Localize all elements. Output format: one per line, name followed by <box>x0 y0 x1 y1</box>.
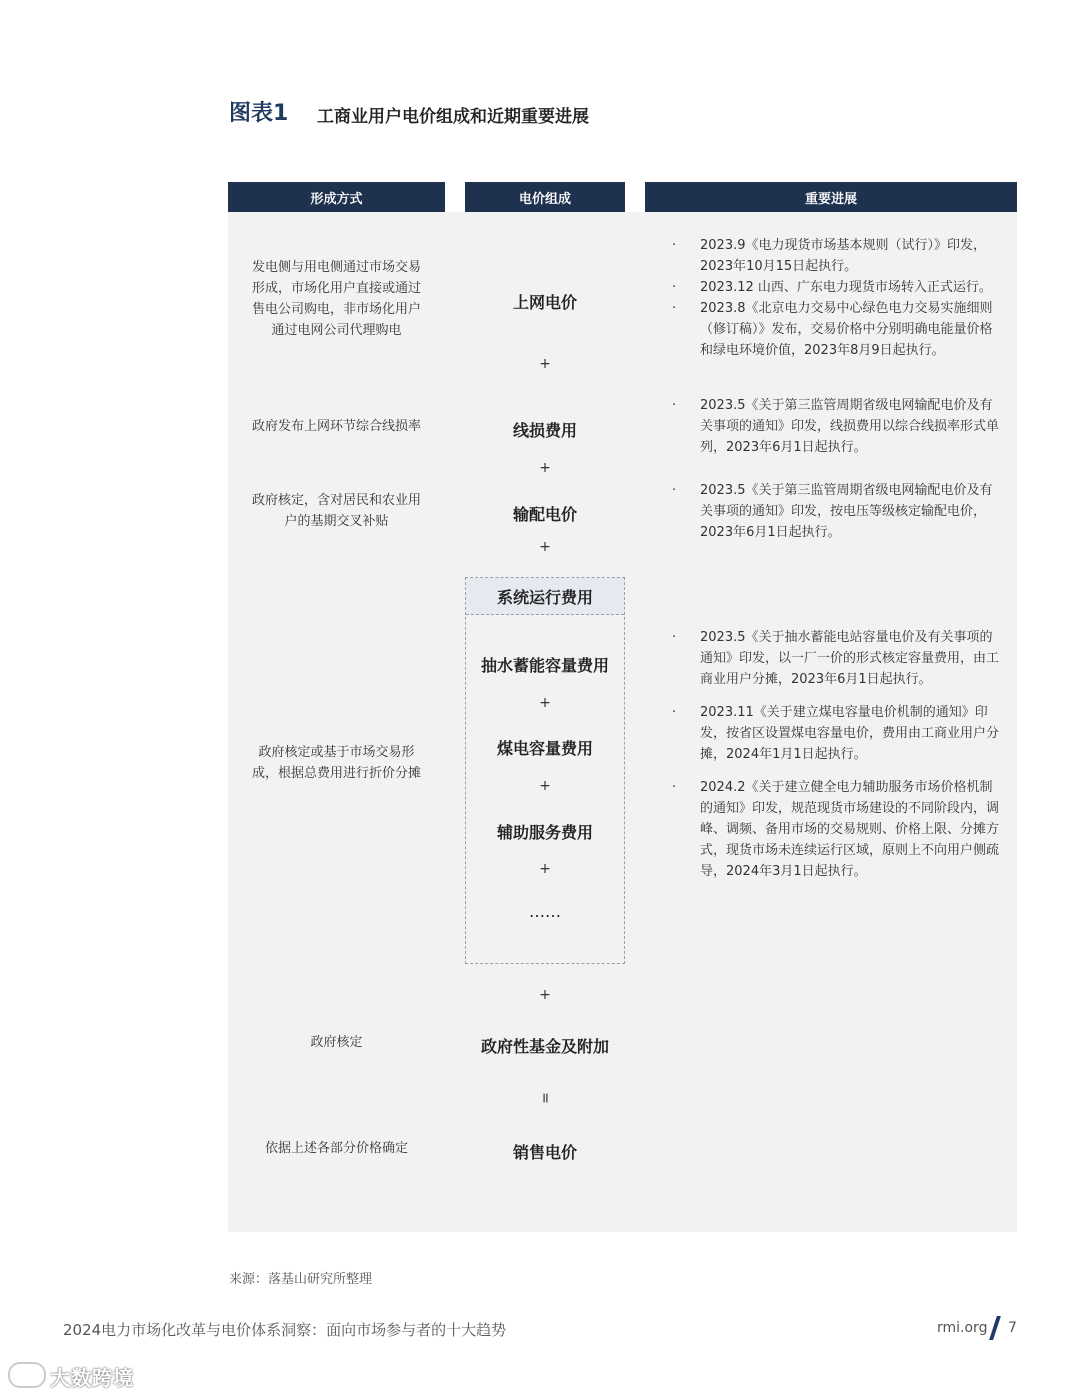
note-item: · 2023.12 山西、广东电力现货市场转入正式运行。 <box>672 280 992 295</box>
notes-line-loss <box>672 395 1002 470</box>
header-progress: 重要进展 <box>645 182 1017 212</box>
note-item: · 2023.5《关于第三监管周期省级电网输配电价及有关事项的通知》印发，按电压等级核定输配电价，2023年6月1日起执行。 <box>672 483 993 540</box>
notes-grid-price <box>672 235 1002 373</box>
component-line-loss: 线损费用 <box>512 421 577 440</box>
source-note: 来源：落基山研究所整理 <box>229 1272 373 1287</box>
component-grid-price: 上网电价 <box>512 293 577 312</box>
plus-sign: + <box>539 460 551 476</box>
formation-sale: 依据上述各部分价格确定 <box>264 1141 408 1156</box>
plus-sign: + <box>539 987 551 1003</box>
component-ancillary: 辅助服务费用 <box>496 823 593 842</box>
note-item: · 2024.2《关于建立健全电力辅助服务市场价格机制的通知》印发，规范现货市场建设的不同阶段内，调峰、调频、备用市场的交易规则、价格上限、分摊方式，现货市场未连续运行区域，原则上不向用户侧疏导，2024年3月1日起执行。 <box>672 780 1000 879</box>
formation-system: 政府核定或基于市场交易形成，根据总费用进行折价分摊 <box>251 745 421 781</box>
formation-grid-price: 发电侧与用电侧通过市场交易形成，市场化用户直接或通过售电公司购电，非市场化用户通过电网公司代理购电 <box>251 260 421 338</box>
component-sale: 销售电价 <box>512 1143 577 1162</box>
note-item: · 2023.5《关于第三监管周期省级电网输配电价及有关事项的通知》印发，线损费用以综合线损率形式单列，2023年6月1日起执行。 <box>672 398 1000 455</box>
plus-sign: + <box>539 539 551 555</box>
plus-sign: + <box>539 778 551 794</box>
notes-transmission <box>672 480 1002 555</box>
watermark-text: 大数跨境 <box>50 1366 134 1390</box>
note-item: · 2023.9《电力现货市场基本规则（试行）》印发，2023年10月15日起执行。 <box>672 238 986 274</box>
header-formation: 形成方式 <box>228 182 445 212</box>
formation-fund: 政府核定 <box>310 1035 363 1050</box>
site-link[interactable]: rmi.org <box>937 1320 988 1336</box>
component-fund: 政府性基金及附加 <box>480 1037 609 1056</box>
note-item: · 2023.8《北京电力交易中心绿色电力交易实施细则（修订稿）》发布，交易价格中分别明确电能量价格和绿电环境价值，2023年8月9日起执行。 <box>672 301 993 358</box>
watermark-logo-icon <box>8 1362 46 1388</box>
note-item: · 2023.5《关于抽水蓄能电站容量电价及有关事项的通知》印发，以一厂一价的形式核定容量费用，由工商业用户分摊，2023年6月1日起执行。 <box>672 630 1000 687</box>
plus-sign: + <box>539 356 551 372</box>
component-coal-capacity: 煤电容量费用 <box>496 739 593 758</box>
equals-sign: = <box>537 1092 553 1104</box>
note-item: · 2023.11《关于建立煤电容量电价机制的通知》印发，按省区设置煤电容量电价，费用由工商业用户分摊，2024年1月1日起执行。 <box>672 705 1000 762</box>
figure-title: 工商业用户电价组成和近期重要进展 <box>317 107 589 127</box>
notes-system <box>672 627 1002 894</box>
formation-transmission: 政府核定，含对居民和农业用户的基期交叉补贴 <box>251 493 421 529</box>
page-number: 7 <box>1008 1320 1017 1336</box>
component-transmission: 输配电价 <box>512 505 577 524</box>
formation-line-loss: 政府发布上网环节综合线损率 <box>251 419 421 434</box>
slash-icon <box>989 1316 1001 1340</box>
plus-sign: + <box>539 861 551 877</box>
component-ellipsis: …… <box>529 902 561 921</box>
system-cost-header: 系统运行费用 <box>466 578 624 615</box>
figure-label: 图表1 <box>229 101 289 126</box>
plus-sign: + <box>539 695 551 711</box>
report-title: 2024电力市场化改革与电价体系洞察：面向市场参与者的十大趋势 <box>63 1321 507 1339</box>
header-composition: 电价组成 <box>465 182 625 212</box>
component-pumped-storage: 抽水蓄能容量费用 <box>480 656 609 675</box>
